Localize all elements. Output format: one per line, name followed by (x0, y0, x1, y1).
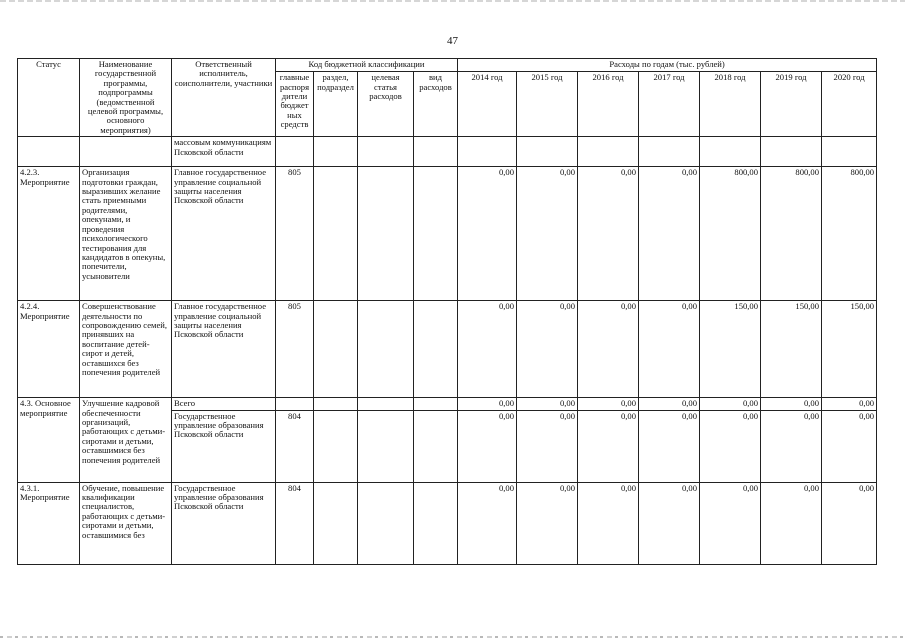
cell-section (314, 301, 358, 398)
cell-executor: Государственное управление образования Псковской области (172, 482, 276, 564)
cell-2014: 0,00 (458, 398, 517, 410)
cell-name: Обучение, повышение квалификации специалистов, работающих с детьми-сиротами и детьми, оставшимися без (80, 482, 172, 564)
cell-2020: 0,00 (822, 482, 877, 564)
cell-executor: массовым коммуникациям Псковской области (172, 137, 276, 167)
cell-2018: 0,00 (700, 410, 761, 482)
cell-2019: 0,00 (761, 410, 822, 482)
cell-2016: 0,00 (578, 410, 639, 482)
cell-expense-type (414, 137, 458, 167)
cell-name (80, 137, 172, 167)
table-row (18, 301, 877, 398)
cell-section (314, 137, 358, 167)
cell-grbs: 804 (276, 482, 314, 564)
cell-2015 (517, 137, 578, 167)
cell-expense-type (414, 167, 458, 301)
header-expenses-group: Расходы по годам (тыс. рублей) (458, 59, 877, 72)
cell-section (314, 410, 358, 482)
cell-2015: 0,00 (517, 167, 578, 301)
cell-2015: 0,00 (517, 398, 578, 410)
cell-2014: 0,00 (458, 410, 517, 482)
scan-edge-bottom (0, 636, 905, 638)
cell-2015: 0,00 (517, 482, 578, 564)
table-row (18, 398, 877, 410)
budget-table (17, 58, 877, 565)
header-expense-type: вид расходов (414, 72, 458, 137)
cell-2014: 0,00 (458, 167, 517, 301)
cell-2020: 800,00 (822, 167, 877, 301)
cell-2016: 0,00 (578, 398, 639, 410)
cell-executor: Государственное управление образования Псковской области (172, 410, 276, 482)
cell-2018: 800,00 (700, 167, 761, 301)
cell-status: 4.2.3. Мероприятие (18, 167, 80, 301)
cell-2020: 150,00 (822, 301, 877, 398)
cell-executor: Главное государственное управление социальной защиты населения Псковской области (172, 167, 276, 301)
header-year-2018: 2018 год (700, 72, 761, 137)
cell-status: 4.2.4. Мероприятие (18, 301, 80, 398)
cell-target-article (358, 482, 414, 564)
cell-target-article (358, 137, 414, 167)
cell-2016: 0,00 (578, 301, 639, 398)
cell-2017: 0,00 (639, 167, 700, 301)
header-year-2016: 2016 год (578, 72, 639, 137)
header-executor: Ответственный исполнитель, соисполнители, участники (172, 59, 276, 137)
cell-2018: 0,00 (700, 482, 761, 564)
cell-target-article (358, 301, 414, 398)
cell-2016: 0,00 (578, 482, 639, 564)
cell-status (18, 137, 80, 167)
cell-2014: 0,00 (458, 301, 517, 398)
cell-name: Совершенствование деятельности по сопровождению семей, принявших на воспитание детей-сирот и детей, оставшихся без попечения родителей (80, 301, 172, 398)
cell-2017: 0,00 (639, 410, 700, 482)
cell-2019: 150,00 (761, 301, 822, 398)
cell-2015: 0,00 (517, 301, 578, 398)
cell-2020: 0,00 (822, 410, 877, 482)
header-year-2014: 2014 год (458, 72, 517, 137)
table-row (18, 167, 877, 301)
cell-name: Улучшение кадровой обеспеченности организаций, работающих с детьми-сиротами и детьми, оставшимися без попечения родителей (80, 398, 172, 482)
cell-grbs (276, 398, 314, 410)
scan-edge-top (0, 0, 905, 2)
cell-2015: 0,00 (517, 410, 578, 482)
table-row (18, 482, 877, 564)
cell-2018: 0,00 (700, 398, 761, 410)
header-name: Наименование государственной программы, подпрограммы (ведомственной целевой программы, основного мероприятия) (80, 59, 172, 137)
cell-2018 (700, 137, 761, 167)
header-year-2019: 2019 год (761, 72, 822, 137)
header-year-2020: 2020 год (822, 72, 877, 137)
cell-status: 4.3.1. Мероприятие (18, 482, 80, 564)
header-section: раздел, подраздел (314, 72, 358, 137)
cell-section (314, 167, 358, 301)
cell-2014 (458, 137, 517, 167)
header-kbk-group: Код бюджетной классификации (276, 59, 458, 72)
cell-expense-type (414, 410, 458, 482)
cell-target-article (358, 167, 414, 301)
header-target-article: целевая статья расходов (358, 72, 414, 137)
cell-2016: 0,00 (578, 167, 639, 301)
cell-grbs: 805 (276, 301, 314, 398)
cell-2019: 0,00 (761, 398, 822, 410)
cell-2019: 800,00 (761, 167, 822, 301)
header-grbs: главные распоря дители бюджет ных средств (276, 72, 314, 137)
cell-expense-type (414, 482, 458, 564)
cell-section (314, 482, 358, 564)
cell-grbs (276, 137, 314, 167)
cell-target-article (358, 410, 414, 482)
page-number: 47 (447, 35, 458, 47)
cell-executor: Главное государственное управление социальной защиты населения Псковской области (172, 301, 276, 398)
cell-section (314, 398, 358, 410)
header-year-2017: 2017 год (639, 72, 700, 137)
table-row (18, 137, 877, 167)
cell-expense-type (414, 301, 458, 398)
header-status: Статус (18, 59, 80, 137)
cell-target-article (358, 398, 414, 410)
cell-grbs: 805 (276, 167, 314, 301)
header-year-2015: 2015 год (517, 72, 578, 137)
cell-status: 4.3. Основное мероприятие (18, 398, 80, 482)
cell-2019: 0,00 (761, 482, 822, 564)
cell-2018: 150,00 (700, 301, 761, 398)
cell-executor: Всего (172, 398, 276, 410)
cell-grbs: 804 (276, 410, 314, 482)
cell-2017: 0,00 (639, 482, 700, 564)
cell-2019 (761, 137, 822, 167)
cell-2017: 0,00 (639, 301, 700, 398)
cell-2017 (639, 137, 700, 167)
cell-2020: 0,00 (822, 398, 877, 410)
cell-2017: 0,00 (639, 398, 700, 410)
cell-expense-type (414, 398, 458, 410)
cell-2016 (578, 137, 639, 167)
cell-2014: 0,00 (458, 482, 517, 564)
cell-2020 (822, 137, 877, 167)
cell-name: Организация подготовки граждан, выразивших желание стать приемными родителями, опекунами, и проведения психологического тестирования для кандидатов в опекуны, попечители, усыновители (80, 167, 172, 301)
